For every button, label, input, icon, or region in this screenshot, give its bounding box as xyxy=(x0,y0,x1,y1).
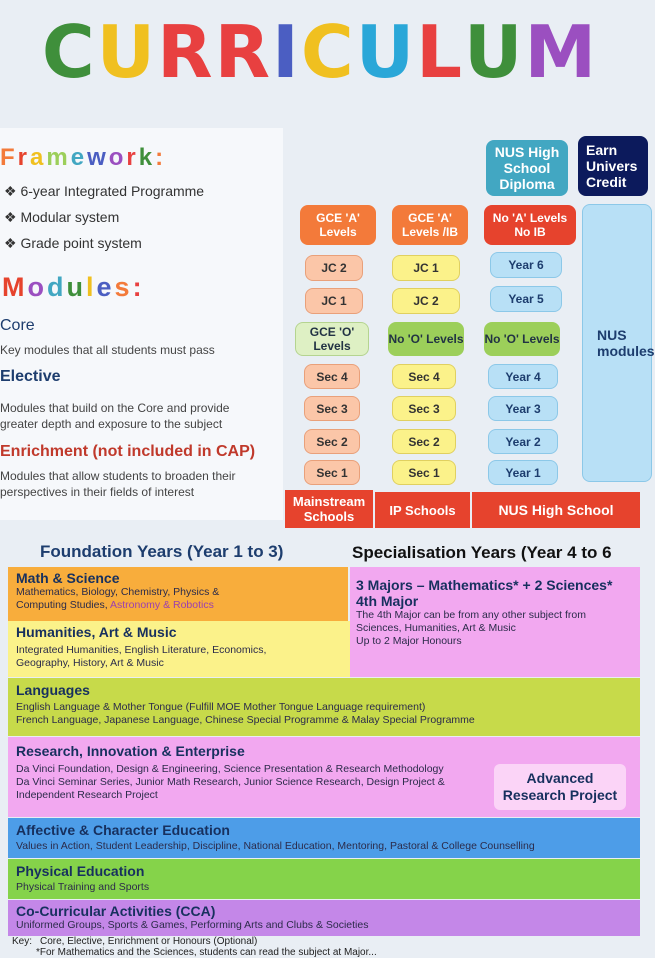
framework-item: ❖ Modular system xyxy=(4,209,120,225)
elective-text: Modules that build on the Core and provide greater depth and exposure to the subject xyxy=(0,401,230,431)
band-title: Humanities, Art & Music xyxy=(16,624,177,640)
affective-band xyxy=(8,818,640,858)
pe-band xyxy=(8,859,640,899)
sec-box: Sec 1 xyxy=(304,460,360,485)
title-text: CURRICULUM xyxy=(41,10,599,94)
nus-modules-box: NUS modules xyxy=(582,204,652,482)
core-heading: Core xyxy=(0,317,35,334)
year-box: Year 5 xyxy=(490,286,562,312)
enrichment-heading: Enrichment (not included in CAP) xyxy=(0,443,256,460)
sec-box: Sec 4 xyxy=(304,364,360,389)
year-box: Year 4 xyxy=(488,364,558,389)
framework-item: ❖ Grade point system xyxy=(4,235,142,251)
jc-box: JC 1 xyxy=(392,255,460,281)
band-text: Values in Action, Student Leadership, Discipline, National Education, Mentoring, Pastoral & College Counselling xyxy=(16,840,535,852)
advanced-research-box: Advanced Research Project xyxy=(494,764,626,810)
band-text: Mathematics, Biology, Chemistry, Physics & Computing Studies, Astronomy & Robotics xyxy=(16,586,220,611)
key-label: Key: xyxy=(12,936,33,947)
band-text: Integrated Humanities, English Literature, Economics, Geography, History, Art & Music xyxy=(16,644,267,669)
band-subtitle: 4th Major xyxy=(356,593,419,609)
jc-box: JC 2 xyxy=(305,255,363,281)
band-text: The 4th Major can be from any other subject from Sciences, Humanities, Art & Music Up to 2 Major Honours xyxy=(356,609,586,647)
enrichment-text: Modules that allow students to broaden their perspectives in their fields of interest xyxy=(0,469,236,499)
core-text: Key modules that all students must pass xyxy=(0,343,215,357)
nus-diploma-box: NUS High School Diploma xyxy=(486,140,568,196)
languages-band xyxy=(8,678,640,736)
band-text: Da Vinci Foundation, Design & Engineering, Science Presentation & Research Methodology Da Vinci Seminar Series, Junior Math Research, Junior Science Research, Design Project & Independent Research Project xyxy=(16,763,445,801)
band-title: Co-Curricular Activities (CCA) xyxy=(16,903,216,919)
no-o-levels-box: No 'O' Levels xyxy=(388,322,464,356)
jc-box: JC 1 xyxy=(305,288,363,314)
sec-box: Sec 1 xyxy=(392,460,456,485)
no-a-levels-box: No 'A' Levels No IB xyxy=(484,205,576,245)
band-title: Affective & Character Education xyxy=(16,822,230,838)
year-box: Year 6 xyxy=(490,252,562,278)
band-title: Research, Innovation & Enterprise xyxy=(16,743,245,759)
sec-box: Sec 2 xyxy=(304,429,360,454)
earn-credit-box: Earn Univers Credit xyxy=(578,136,648,196)
elective-heading: Elective xyxy=(0,368,61,385)
band-title: Math & Science xyxy=(16,570,120,586)
poster-title xyxy=(0,0,640,110)
sec-box: Sec 3 xyxy=(304,396,360,421)
band-text: Uniformed Groups, Sports & Games, Performing Arts and Clubs & Societies xyxy=(16,919,369,931)
foundation-heading: Foundation Years (Year 1 to 3) xyxy=(40,542,284,561)
sec-box: Sec 3 xyxy=(392,396,456,421)
band-title: Physical Education xyxy=(16,863,145,879)
gce-a-levels-ib-box: GCE 'A' Levels /IB xyxy=(392,205,468,245)
nus-footer: NUS High School xyxy=(472,492,640,528)
jc-box: JC 2 xyxy=(392,288,460,314)
year-box: Year 3 xyxy=(488,396,558,421)
year-box: Year 1 xyxy=(488,460,558,485)
mainstream-footer: Mainstream Schools xyxy=(285,490,373,528)
math-science-band xyxy=(8,567,348,621)
key-text: Core, Elective, Enrichment or Honours (Optional) xyxy=(40,936,258,947)
no-o-levels-box: No 'O' Levels xyxy=(484,322,560,356)
band-text: Physical Training and Sports xyxy=(16,881,150,893)
year-box: Year 2 xyxy=(488,429,558,454)
modules-heading: Modules: xyxy=(2,272,145,302)
framework-item: ❖ 6-year Integrated Programme xyxy=(4,183,205,199)
framework-heading: Framework: xyxy=(0,144,167,171)
ip-footer: IP Schools xyxy=(375,492,470,528)
humanities-band xyxy=(8,621,350,677)
band-title: Languages xyxy=(16,682,90,698)
band-text: English Language & Mother Tongue (Fulfill MOE Mother Tongue Language requirement) French Language, Japanese Language, Chinese Special Programme & Malay Special Programme xyxy=(16,701,475,726)
band-title: 3 Majors – Mathematics* + 2 Sciences* xyxy=(356,577,613,593)
sec-box: Sec 2 xyxy=(392,429,456,454)
sec-box: Sec 4 xyxy=(392,364,456,389)
specialisation-heading: Specialisation Years (Year 4 to 6 xyxy=(352,543,612,562)
gce-a-levels-box: GCE 'A' Levels xyxy=(300,205,376,245)
gce-o-levels-box: GCE 'O' Levels xyxy=(295,322,369,356)
cca-band xyxy=(8,900,640,936)
key-note: *For Mathematics and the Sciences, students can read the subject at Major... xyxy=(36,947,377,958)
majors-band xyxy=(350,567,640,677)
